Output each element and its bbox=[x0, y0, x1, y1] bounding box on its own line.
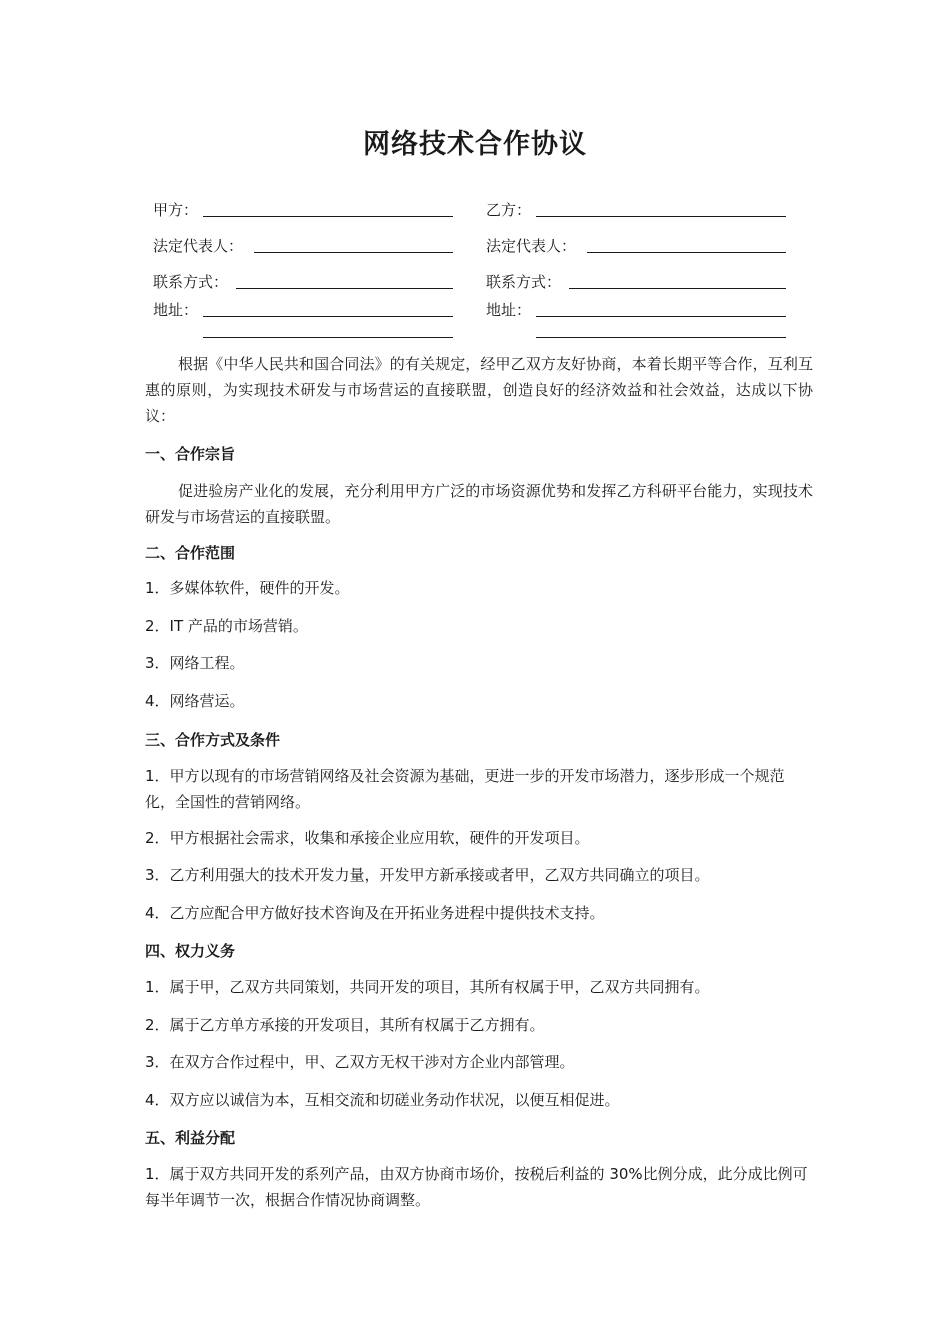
list-item: 4．乙方应配合甲方做好技术咨询及在开拓业务进程中提供技术支持。 bbox=[145, 904, 605, 922]
intro-paragraph: 根据《中华人民共和国合同法》的有关规定，经甲乙双方友好协商，本着长期平等合作，互利互惠的原则，为实现技术研发与市场营运的直接联盟，创造良好的经济效益和社会效益，达成以下协议： bbox=[145, 355, 813, 425]
rep-a-field bbox=[153, 236, 243, 256]
list-item: 2．甲方根据社会需求，收集和承接企业应用软，硬件的开发项目。 bbox=[145, 829, 590, 847]
rep-b-label: 法定代表人： bbox=[486, 237, 577, 255]
list-item: 4．双方应以诚信为本，互相交流和切磋业务动作状况，以便互相促进。 bbox=[145, 1091, 620, 1109]
section-heading: 二、合作范围 bbox=[145, 544, 236, 562]
rep-a-blank bbox=[254, 252, 453, 253]
address-b-blank-1 bbox=[536, 316, 786, 317]
rep-b-blank bbox=[587, 252, 786, 253]
list-item: 2．属于乙方单方承接的开发项目，其所有权属于乙方拥有。 bbox=[145, 1016, 545, 1034]
address-a-label: 地址： bbox=[153, 301, 199, 319]
list-item: 3．在双方合作过程中，甲、乙双方无权干涉对方企业内部管理。 bbox=[145, 1053, 575, 1071]
section-heading: 五、利益分配 bbox=[145, 1129, 236, 1147]
party-a-label: 甲方： bbox=[153, 201, 199, 219]
address-b-label: 地址： bbox=[486, 301, 532, 319]
contact-b-blank bbox=[569, 288, 786, 289]
contact-b-field bbox=[486, 272, 561, 292]
address-a-field bbox=[153, 300, 198, 320]
list-item: 3．乙方利用强大的技术开发力量，开发甲方新承接或者甲，乙双方共同确立的项目。 bbox=[145, 866, 710, 884]
party-a-field bbox=[153, 200, 198, 220]
list-item: 4．网络营运。 bbox=[145, 692, 245, 710]
list-item: 1．甲方以现有的市场营销网络及社会资源为基础，更进一步的开发市场潜力，逐步形成一个规范化，全国性的营销网络。 bbox=[145, 767, 785, 811]
address-a-blank-2 bbox=[203, 337, 453, 338]
section-heading: 一、合作宗旨 bbox=[145, 445, 236, 463]
list-item: 2．IT 产品的市场营销。 bbox=[145, 617, 308, 635]
section-body: 促进验房产业化的发展，充分利用甲方广泛的市场资源优势和发挥乙方科研平台能力，实现技术研发与市场营运的直接联盟。 bbox=[145, 482, 813, 526]
party-a-blank bbox=[203, 216, 453, 217]
contact-a-blank bbox=[236, 288, 453, 289]
party-b-field bbox=[486, 200, 531, 220]
party-b-blank bbox=[536, 216, 786, 217]
list-item: 1．多媒体软件，硬件的开发。 bbox=[145, 579, 350, 597]
address-b-blank-2 bbox=[536, 337, 786, 338]
section-heading: 四、权力义务 bbox=[145, 942, 236, 960]
address-b-field bbox=[486, 300, 531, 320]
contact-b-label: 联系方式： bbox=[486, 273, 562, 291]
section-heading: 三、合作方式及条件 bbox=[145, 731, 281, 749]
list-item: 1．属于双方共同开发的系列产品，由双方协商市场价，按税后利益的 30%比例分成，此分成比例可每半年调节一次，根据合作情况协商调整。 bbox=[145, 1165, 808, 1209]
rep-a-label: 法定代表人： bbox=[153, 237, 244, 255]
list-item: 1．属于甲，乙双方共同策划，共同开发的项目，其所有权属于甲，乙双方共同拥有。 bbox=[145, 978, 710, 996]
list-item: 3．网络工程。 bbox=[145, 654, 245, 672]
party-b-label: 乙方： bbox=[486, 201, 532, 219]
address-a-blank-1 bbox=[203, 316, 453, 317]
document-title: 网络技术合作协议 bbox=[363, 129, 587, 160]
contact-a-label: 联系方式： bbox=[153, 273, 229, 291]
rep-b-field bbox=[486, 236, 576, 256]
contact-a-field bbox=[153, 272, 228, 292]
